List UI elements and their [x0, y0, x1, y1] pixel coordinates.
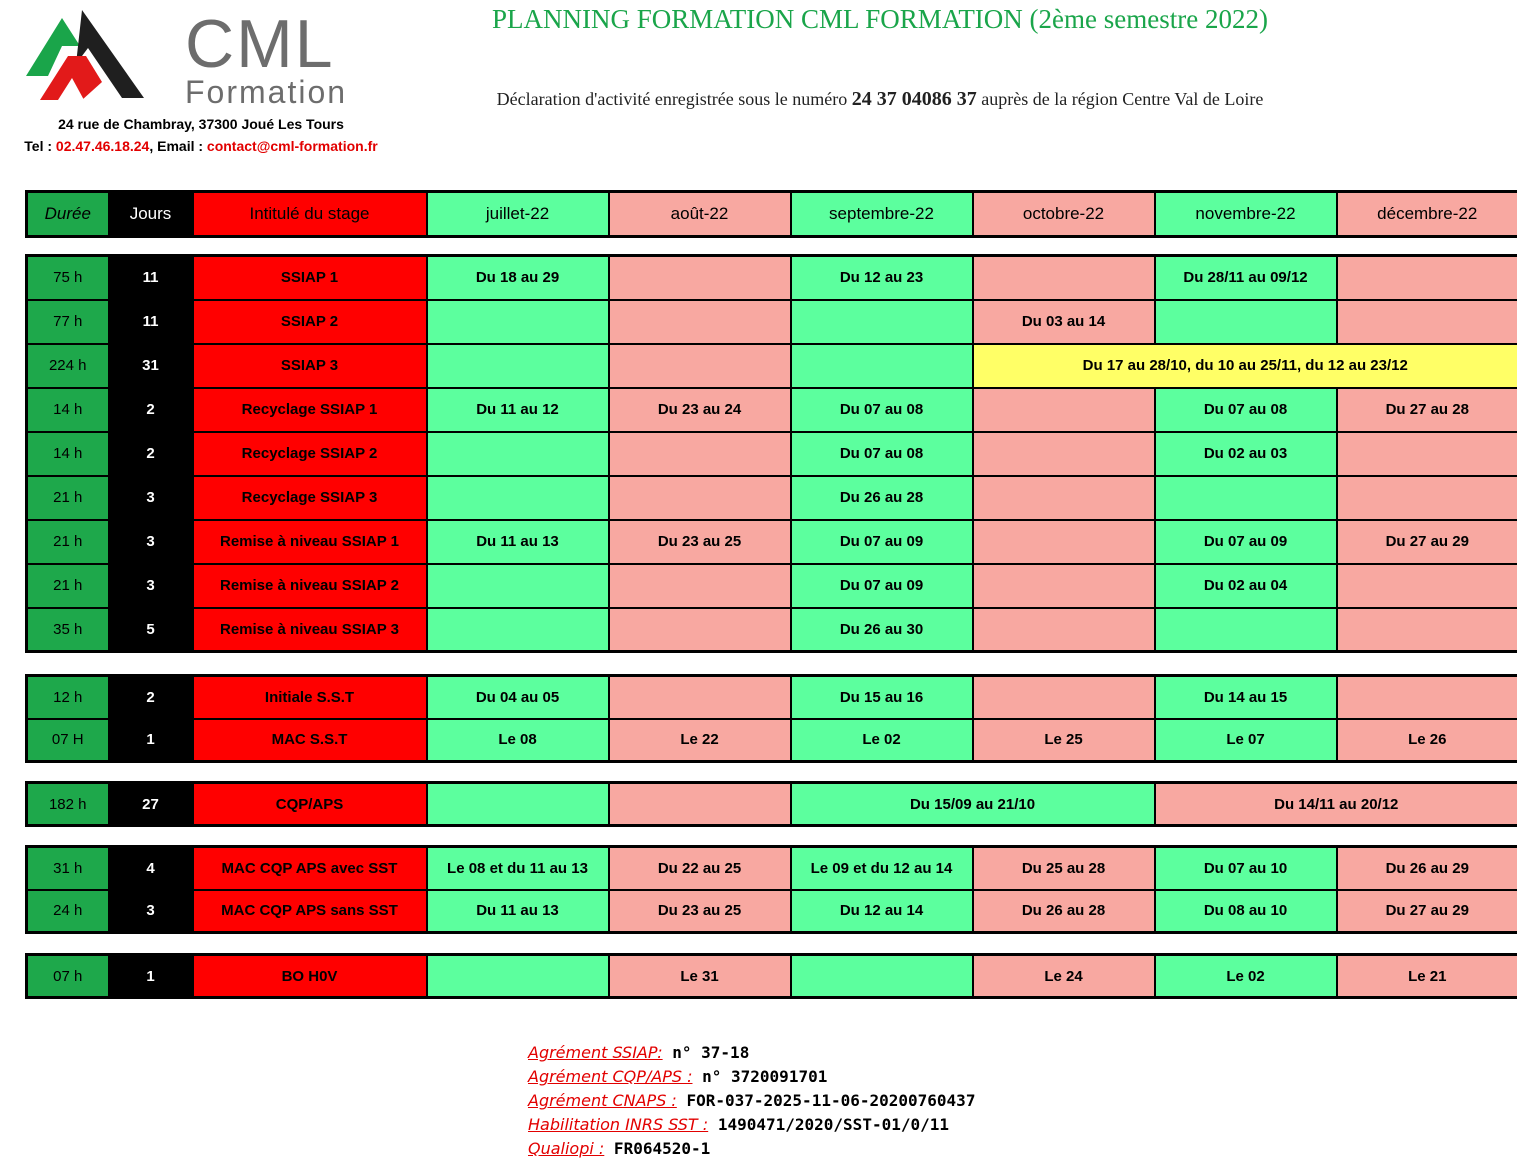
- session-cell: Du 12 au 23: [791, 256, 973, 300]
- row-duree: 77 h: [27, 300, 109, 344]
- session-cell: Du 07 au 09: [791, 520, 973, 564]
- schedule-row: [27, 608, 1517, 652]
- session-cell: [609, 608, 791, 652]
- schedule-group-table: [25, 953, 1517, 999]
- row-intitule: SSIAP 2: [193, 300, 427, 344]
- row-duree: 182 h: [27, 783, 109, 826]
- session-cell: Du 12 au 14: [791, 890, 973, 933]
- session-cell: Du 08 au 10: [1155, 890, 1337, 933]
- row-duree: 24 h: [27, 890, 109, 933]
- logo-subtitle: Formation: [185, 74, 348, 110]
- schedule-row: [27, 847, 1517, 890]
- session-cell: [609, 676, 791, 719]
- schedule-row: [27, 300, 1517, 344]
- session-cell: [1337, 256, 1517, 300]
- row-intitule: SSIAP 3: [193, 344, 427, 388]
- email-link[interactable]: contact@cml-formation.fr: [206, 138, 378, 154]
- schedule-row: [27, 256, 1517, 300]
- session-cell: [1337, 564, 1517, 608]
- session-cell: Le 31: [609, 955, 791, 998]
- row-jours: 11: [109, 300, 193, 344]
- row-jours: 1: [109, 719, 193, 762]
- schedule-row: [27, 520, 1517, 564]
- company-address: 24 rue de Chambray, 37300 Joué Les Tours: [58, 116, 344, 132]
- schedule-row: [27, 955, 1517, 998]
- row-intitule: Initiale S.S.T: [193, 676, 427, 719]
- header-intitule: Intitulé du stage: [193, 192, 427, 237]
- agreement-value: 1490471/2020/SST-01/0/11: [708, 1115, 950, 1134]
- session-cell: Le 09 et du 12 au 14: [791, 847, 973, 890]
- agreement-line: [528, 1041, 1128, 1065]
- agreement-value: n° 37-18: [662, 1043, 750, 1062]
- session-cell: Le 21: [1337, 955, 1517, 998]
- session-cell: Du 02 au 03: [1155, 432, 1337, 476]
- session-cell: Le 02: [1155, 955, 1337, 998]
- session-cell: [427, 432, 609, 476]
- header-jours: Jours: [109, 192, 193, 237]
- session-cell: [973, 432, 1155, 476]
- row-intitule: Recyclage SSIAP 1: [193, 388, 427, 432]
- row-duree: 14 h: [27, 388, 109, 432]
- session-cell: Le 02: [791, 719, 973, 762]
- header-month-oct: octobre-22: [973, 192, 1155, 237]
- session-cell: Du 07 au 09: [791, 564, 973, 608]
- session-cell: Du 14/11 au 20/12: [1155, 783, 1517, 826]
- agreement-value: FOR-037-2025-11-06-20200760437: [676, 1091, 976, 1110]
- row-duree: 21 h: [27, 564, 109, 608]
- agreement-label: Habilitation INRS SST :: [528, 1115, 709, 1134]
- session-cell: Du 04 au 05: [427, 676, 609, 719]
- session-cell: [973, 256, 1155, 300]
- header-month-sep: septembre-22: [791, 192, 973, 237]
- row-jours: 2: [109, 432, 193, 476]
- session-cell: [609, 564, 791, 608]
- session-cell: Du 11 au 12: [427, 388, 609, 432]
- session-cell: [609, 432, 791, 476]
- session-cell: Du 18 au 29: [427, 256, 609, 300]
- agreement-label: Qualiopi :: [528, 1139, 605, 1158]
- row-jours: 3: [109, 476, 193, 520]
- tel-number[interactable]: 02.47.46.18.24: [55, 138, 150, 154]
- schedule-row: [27, 676, 1517, 719]
- session-cell: Du 07 au 08: [1155, 388, 1337, 432]
- session-cell: [1337, 476, 1517, 520]
- session-cell: Du 23 au 24: [609, 388, 791, 432]
- logo-triangles-icon: [22, 6, 152, 106]
- company-contact: [0, 138, 402, 154]
- session-cell: [1337, 300, 1517, 344]
- session-cell: Du 26 au 28: [973, 890, 1155, 933]
- schedule-row: [27, 388, 1517, 432]
- session-cell: Du 22 au 25: [609, 847, 791, 890]
- row-intitule: SSIAP 1: [193, 256, 427, 300]
- session-cell: Le 08: [427, 719, 609, 762]
- company-logo: [22, 6, 362, 110]
- row-intitule: MAC CQP APS sans SST: [193, 890, 427, 933]
- row-jours: 3: [109, 890, 193, 933]
- session-cell: [973, 388, 1155, 432]
- row-intitule: Remise à niveau SSIAP 2: [193, 564, 427, 608]
- session-cell: [1337, 432, 1517, 476]
- session-cell: Du 07 au 10: [1155, 847, 1337, 890]
- session-cell: [791, 300, 973, 344]
- session-cell: [427, 300, 609, 344]
- session-cell: Du 11 au 13: [427, 520, 609, 564]
- schedule-row: [27, 719, 1517, 762]
- session-cell: Du 28/11 au 09/12: [1155, 256, 1337, 300]
- session-cell: Du 14 au 15: [1155, 676, 1337, 719]
- row-jours: 1: [109, 955, 193, 998]
- session-cell: [1155, 608, 1337, 652]
- agreements-list: [528, 1041, 1128, 1161]
- session-cell: [609, 300, 791, 344]
- session-cell: [427, 608, 609, 652]
- schedule-header-row: [27, 192, 1517, 237]
- session-cell: [609, 256, 791, 300]
- schedule-header-table: [25, 190, 1517, 238]
- session-cell: [609, 476, 791, 520]
- agreement-line: [528, 1113, 1128, 1137]
- schedule-row: [27, 890, 1517, 933]
- session-cell: [1155, 476, 1337, 520]
- row-intitule: MAC CQP APS avec SST: [193, 847, 427, 890]
- header-month-jul: juillet-22: [427, 192, 609, 237]
- session-cell: Du 26 au 30: [791, 608, 973, 652]
- header-month-nov: novembre-22: [1155, 192, 1337, 237]
- logo-wordmark: CML: [185, 6, 335, 82]
- row-duree: 75 h: [27, 256, 109, 300]
- schedule-group-table: [25, 845, 1517, 934]
- row-intitule: Remise à niveau SSIAP 1: [193, 520, 427, 564]
- schedule-row: [27, 344, 1517, 388]
- session-cell: [609, 783, 791, 826]
- session-cell: Du 11 au 13: [427, 890, 609, 933]
- session-cell: Du 15 au 16: [791, 676, 973, 719]
- page-title: PLANNING FORMATION CML FORMATION (2ème semestre 2022): [492, 4, 1268, 34]
- row-intitule: BO H0V: [193, 955, 427, 998]
- row-duree: 12 h: [27, 676, 109, 719]
- session-cell: Du 27 au 29: [1337, 520, 1517, 564]
- session-cell: [1337, 676, 1517, 719]
- row-duree: 35 h: [27, 608, 109, 652]
- session-cell: [1155, 300, 1337, 344]
- session-cell: [427, 783, 609, 826]
- tel-label: Tel :: [24, 138, 56, 154]
- agreement-label: Agrément SSIAP:: [528, 1043, 663, 1062]
- schedule-group-table: [25, 254, 1517, 653]
- declaration-line: [420, 88, 1340, 111]
- schedule-group-table: [25, 781, 1517, 827]
- agreement-value: FR064520-1: [604, 1139, 711, 1158]
- session-cell: [427, 564, 609, 608]
- session-cell: Du 03 au 14: [973, 300, 1155, 344]
- session-cell: Du 26 au 29: [1337, 847, 1517, 890]
- row-intitule: Recyclage SSIAP 3: [193, 476, 427, 520]
- session-cell: Du 23 au 25: [609, 890, 791, 933]
- row-jours: 5: [109, 608, 193, 652]
- row-intitule: MAC S.S.T: [193, 719, 427, 762]
- session-cell: [973, 520, 1155, 564]
- row-jours: 2: [109, 676, 193, 719]
- row-duree: 224 h: [27, 344, 109, 388]
- session-cell: [973, 564, 1155, 608]
- session-cell: Du 07 au 08: [791, 432, 973, 476]
- schedule-row: [27, 783, 1517, 826]
- session-cell: Du 17 au 28/10, du 10 au 25/11, du 12 au 23/12: [973, 344, 1517, 388]
- row-duree: 31 h: [27, 847, 109, 890]
- header-duree: Durée: [27, 192, 109, 237]
- row-jours: 3: [109, 520, 193, 564]
- session-cell: [609, 344, 791, 388]
- agreement-label: Agrément CQP/APS :: [528, 1067, 693, 1086]
- schedule-group-table: [25, 674, 1517, 763]
- row-duree: 07 H: [27, 719, 109, 762]
- session-cell: Du 07 au 09: [1155, 520, 1337, 564]
- session-cell: Du 26 au 28: [791, 476, 973, 520]
- agreement-label: Agrément CNAPS :: [528, 1091, 677, 1110]
- session-cell: Le 25: [973, 719, 1155, 762]
- row-jours: 31: [109, 344, 193, 388]
- session-cell: [973, 608, 1155, 652]
- header-month-dec: décembre-22: [1337, 192, 1517, 237]
- session-cell: Du 27 au 28: [1337, 388, 1517, 432]
- session-cell: Du 07 au 08: [791, 388, 973, 432]
- session-cell: Du 02 au 04: [1155, 564, 1337, 608]
- agreement-line: [528, 1089, 1128, 1113]
- session-cell: [973, 476, 1155, 520]
- row-jours: 2: [109, 388, 193, 432]
- row-duree: 07 h: [27, 955, 109, 998]
- row-duree: 21 h: [27, 520, 109, 564]
- agreement-line: [528, 1137, 1128, 1161]
- session-cell: Le 07: [1155, 719, 1337, 762]
- header-month-aug: août-22: [609, 192, 791, 237]
- session-cell: [1337, 608, 1517, 652]
- agreement-value: n° 3720091701: [692, 1067, 828, 1086]
- row-intitule: Remise à niveau SSIAP 3: [193, 608, 427, 652]
- schedule-row: [27, 432, 1517, 476]
- session-cell: Le 08 et du 11 au 13: [427, 847, 609, 890]
- declaration-number: 24 37 04086 37: [851, 88, 977, 110]
- row-intitule: Recyclage SSIAP 2: [193, 432, 427, 476]
- email-label: , Email :: [149, 138, 207, 154]
- session-cell: [973, 676, 1155, 719]
- session-cell: [791, 344, 973, 388]
- session-cell: [427, 344, 609, 388]
- row-duree: 14 h: [27, 432, 109, 476]
- row-jours: 4: [109, 847, 193, 890]
- session-cell: Le 22: [609, 719, 791, 762]
- schedule-row: [27, 564, 1517, 608]
- session-cell: Du 23 au 25: [609, 520, 791, 564]
- declaration-suffix: auprès de la région Centre Val de Loire: [976, 89, 1264, 109]
- declaration-prefix: Déclaration d'activité enregistrée sous le numéro: [496, 89, 852, 109]
- schedule-row: [27, 476, 1517, 520]
- session-cell: Le 26: [1337, 719, 1517, 762]
- session-cell: [427, 955, 609, 998]
- session-cell: Le 24: [973, 955, 1155, 998]
- row-jours: 11: [109, 256, 193, 300]
- session-cell: [427, 476, 609, 520]
- row-jours: 3: [109, 564, 193, 608]
- session-cell: Du 25 au 28: [973, 847, 1155, 890]
- session-cell: [791, 955, 973, 998]
- row-intitule: CQP/APS: [193, 783, 427, 826]
- agreement-line: [528, 1065, 1128, 1089]
- row-jours: 27: [109, 783, 193, 826]
- session-cell: Du 15/09 au 21/10: [791, 783, 1155, 826]
- row-duree: 21 h: [27, 476, 109, 520]
- session-cell: Du 27 au 29: [1337, 890, 1517, 933]
